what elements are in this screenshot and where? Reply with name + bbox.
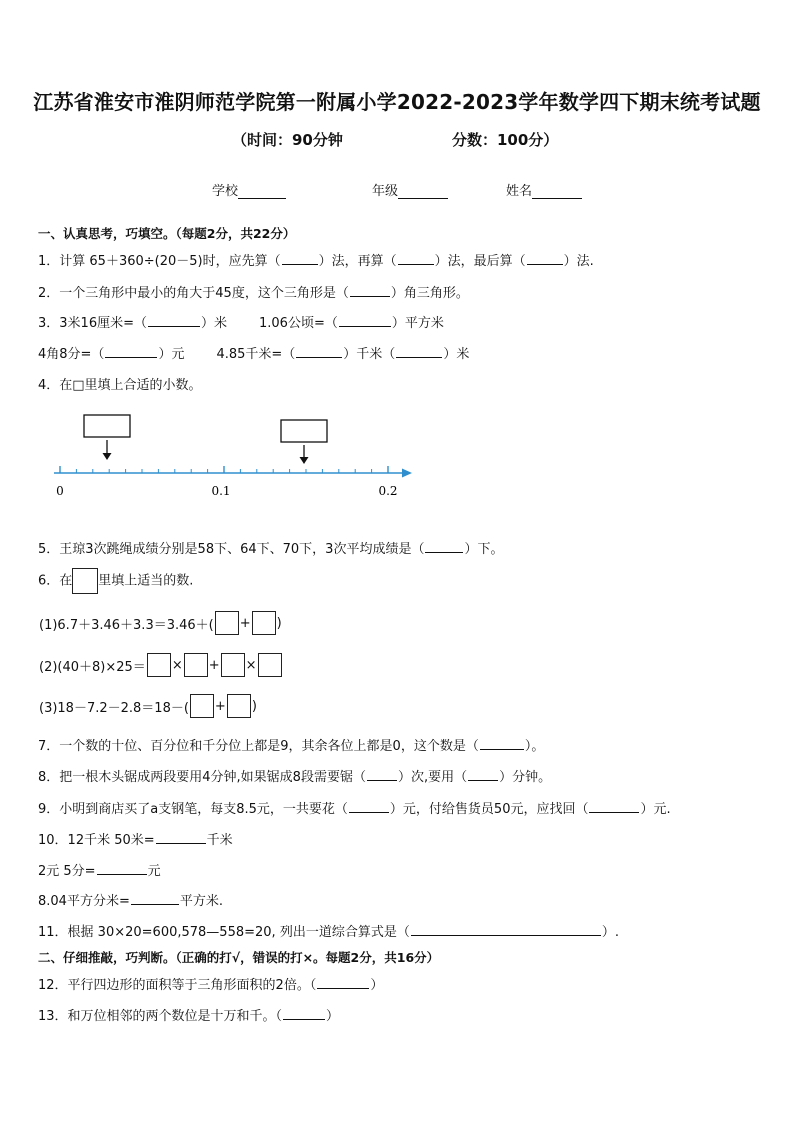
answer-box	[227, 694, 251, 718]
section-2-heading: 二、仔细推敲，巧判断。（正确的打√，错误的打×。每题2分，共16分）	[38, 950, 440, 965]
answer-box-2	[281, 420, 327, 442]
question-10-part-3: 8.04平方分米= 平方米.	[38, 894, 223, 909]
question-6-2: (2)(40＋8)×25＝ × + ×	[38, 653, 282, 677]
question-6-1: (1)6.7＋3.46＋3.3＝3.46＋( + )	[38, 611, 283, 635]
answer-box	[215, 611, 239, 635]
answer-box	[184, 653, 208, 677]
question-11: 11．根据 30×20=600,578—558=20, 列出一道综合算式是（ ）.	[38, 925, 619, 940]
example-box	[72, 568, 98, 594]
axis-arrow-icon	[402, 469, 412, 478]
arrow-down-icon	[300, 457, 309, 464]
exam-score: 分数：100分）	[452, 131, 559, 149]
question-3: 3．3米16厘米=（ ）米 1.06公顷=（ ）平方米	[38, 316, 444, 331]
name-field[interactable]: 姓名	[506, 180, 582, 199]
question-3-part-2: 4角8分=（ ）元 4.85千米=（ ）千米（ ）米	[38, 347, 470, 362]
question-12: 12．平行四边形的面积等于三角形面积的2倍。（ ）	[38, 978, 384, 993]
exam-time: （时间：90分钟	[232, 131, 343, 149]
grade-field[interactable]: 年级	[372, 180, 448, 199]
question-13: 13．和万位相邻的两个数位是十万和千。（ ）	[38, 1009, 340, 1024]
question-7: 7．一个数的十位、百分位和千分位上都是9，其余各位上都是0，这个数是（ ）。	[38, 739, 545, 754]
question-6: 6．在 里填上适当的数.	[38, 568, 193, 594]
tick-label-0.1: 0.1	[211, 484, 231, 498]
question-6-3: (3)18－7.2－2.8＝18－( + )	[38, 694, 258, 718]
question-10-part-2: 2元 5分= 元	[38, 864, 161, 879]
school-field[interactable]: 学校	[212, 180, 286, 199]
arrow-down-icon	[103, 453, 112, 460]
question-10: 10．12千米 50米= 千米	[38, 833, 233, 848]
question-2: 2．一个三角形中最小的角大于45度，这个三角形是（ ）角三角形。	[38, 286, 469, 301]
section-1-heading: 一、认真思考，巧填空。（每题2分，共22分）	[38, 226, 296, 241]
answer-box	[147, 653, 171, 677]
question-4: 4．在□里填上合适的小数。	[38, 378, 202, 393]
question-1: 1．计算 65＋360÷(20－5)时，应先算（ ）法，再算（ ）法，最后算（ ）法.	[38, 254, 594, 269]
answer-box	[221, 653, 245, 677]
tick-label-0.2: 0.2	[378, 484, 398, 498]
page-title: 江苏省淮安市淮阴师范学院第一附属小学2022-2023学年数学四下期末统考试题	[33, 90, 761, 114]
answer-box	[190, 694, 214, 718]
question-8: 8．把一根木头锯成两段要用4分钟,如果锯成8段需要锯（ ）次,要用（ ）分钟。	[38, 770, 552, 785]
answer-box	[258, 653, 282, 677]
tick-label-0: 0	[56, 484, 64, 498]
question-9: 9．小明到商店买了a支钢笔，每支8.5元，一共要花（ ）元，付给售货员50元，应找回（ ）元.	[38, 802, 671, 817]
answer-box	[252, 611, 276, 635]
answer-box-1	[84, 415, 130, 437]
question-5: 5．王琼3次跳绳成绩分别是58下、64下、70下，3次平均成绩是（ ）下。	[38, 542, 504, 557]
number-line-figure	[40, 408, 420, 506]
